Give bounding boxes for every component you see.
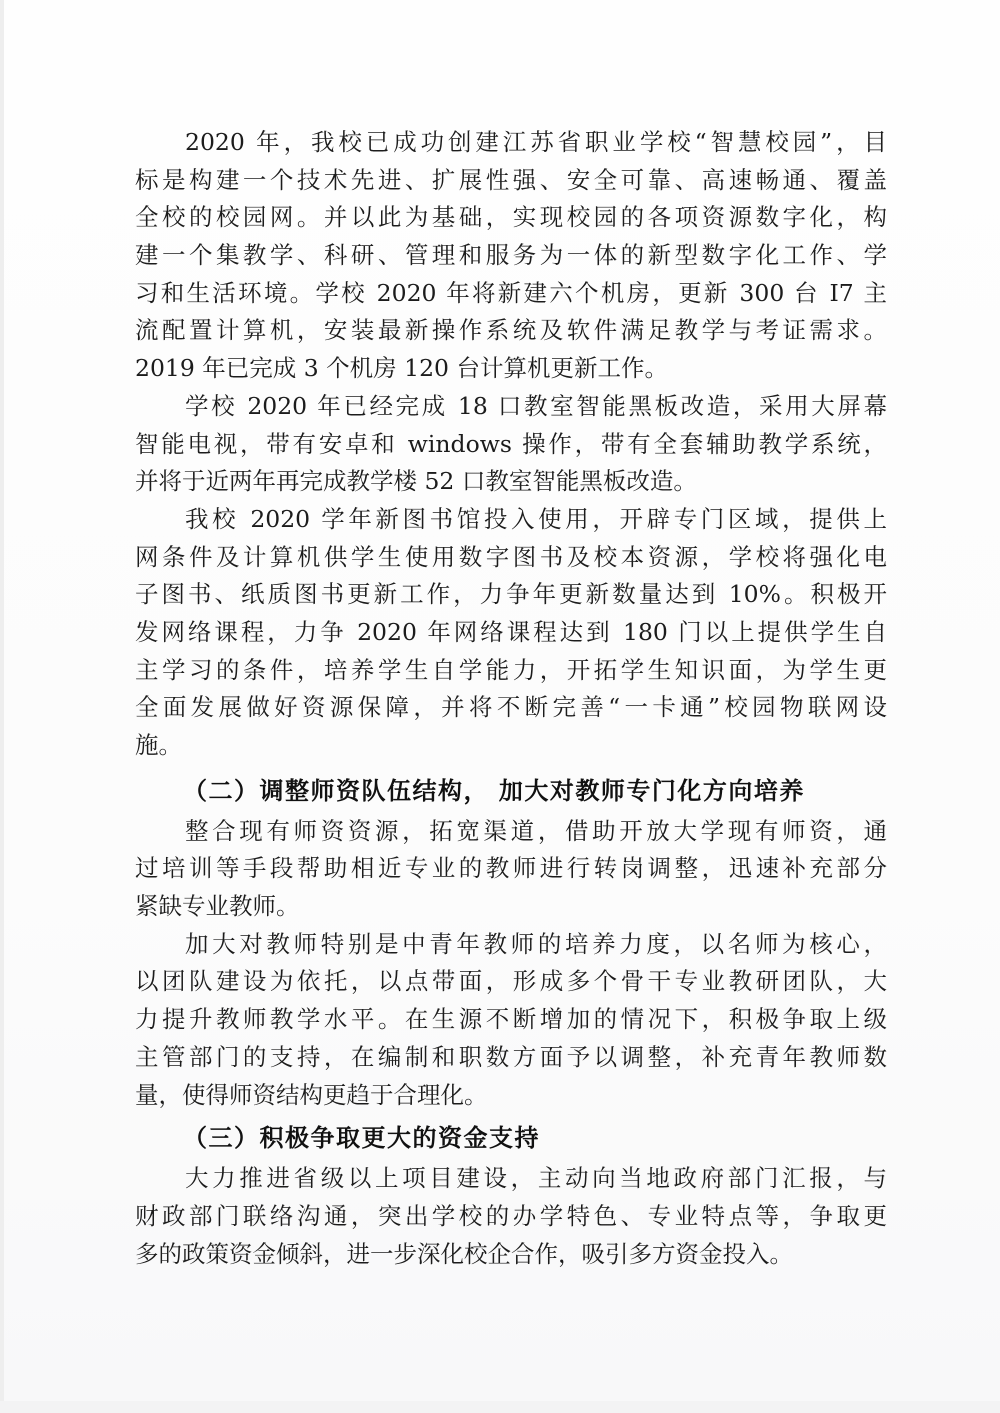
paragraph-library (135, 501, 887, 765)
text-line: 主管部门的支持，在编制和职数方面予以调整，补充青年教师数 (135, 1042, 887, 1071)
text-line: 标是构建一个技术先进、扩展性强、安全可靠、高速畅通、覆盖 (135, 165, 887, 194)
paragraph-teacher-training (135, 926, 887, 1114)
text-line: 2020 年，我校已成功创建江苏省职业学校“智慧校园”，目 (185, 128, 887, 156)
paragraph-smart-campus (135, 124, 887, 388)
text-line: 并将于近两年再完成教学楼 52 口教室智能黑板改造。 (135, 467, 697, 496)
text-line: 发网络课程，力争 2020 年网络课程达到 180 门以上提供学生自 (135, 617, 887, 646)
text-line: 主学习的条件，培养学生自学能力，开拓学生知识面，为学生更 (135, 655, 887, 684)
text-line: 加大对教师特别是中青年教师的培养力度，以名师为核心， (185, 929, 887, 958)
section-heading-funding: （三）积极争取更大的资金支持 (183, 1124, 540, 1153)
text-line: 学校 2020 年已经完成 18 口教室智能黑板改造，采用大屏幕 (185, 391, 887, 420)
text-line: 我校 2020 学年新图书馆投入使用，开辟专门区域，提供上 (185, 504, 887, 533)
text-line: 建一个集教学、科研、管理和服务为一体的新型数字化工作、学 (135, 241, 887, 270)
text-line: 流配置计算机，安装最新操作系统及软件满足教学与考证需求。 (135, 316, 887, 345)
text-line: 智能电视，带有安卓和 windows 操作，带有全套辅助教学系统， (135, 429, 887, 458)
document-body (135, 124, 887, 1273)
section-heading-teachers: （二）调整师资队伍结构， 加大对教师专门化方向培养 (183, 776, 805, 805)
paragraph-smart-blackboard (135, 388, 887, 501)
text-line: 力提升教师教学水平。在生源不断增加的情况下，积极争取上级 (135, 1005, 887, 1034)
paragraph-teacher-resources (135, 813, 887, 926)
paragraph-funding (135, 1160, 887, 1273)
text-line: 量，使得师资结构更趋于合理化。 (135, 1080, 488, 1109)
text-line: 2019 年已完成 3 个机房 120 台计算机更新工作。 (135, 354, 668, 383)
page-edge-shadow (0, 0, 4, 1413)
text-line: 紧缺专业教师。 (135, 892, 300, 921)
text-line: 过培训等手段帮助相近专业的教师进行转岗调整，迅速补充部分 (135, 854, 887, 883)
page-bottom-edge (0, 1401, 1000, 1413)
text-line: 财政部门联络沟通，突出学校的办学特色、专业特点等，争取更 (135, 1201, 887, 1230)
text-line: 子图书、纸质图书更新工作，力争年更新数量达到 10%。积极开 (135, 580, 887, 609)
text-line: 全面发展做好资源保障，并将不断完善“一卡通”校园物联网设 (135, 693, 887, 722)
text-line: 以团队建设为依托，以点带面，形成多个骨干专业教研团队，大 (135, 967, 887, 996)
text-line: 网条件及计算机供学生使用数字图书及校本资源，学校将强化电 (135, 542, 887, 571)
text-line: 施。 (135, 731, 182, 759)
text-line: 多的政策资金倾斜，进一步深化校企合作，吸引多方资金投入。 (135, 1239, 793, 1268)
text-line: 全校的校园网。并以此为基础，实现校园的各项资源数字化，构 (135, 203, 887, 232)
text-line: 习和生活环境。学校 2020 年将新建六个机房，更新 300 台 I7 主 (135, 278, 887, 307)
text-line: 大力推进省级以上项目建设，主动向当地政府部门汇报，与 (185, 1164, 887, 1193)
text-line: 整合现有师资资源，拓宽渠道，借助开放大学现有师资，通 (185, 816, 887, 845)
